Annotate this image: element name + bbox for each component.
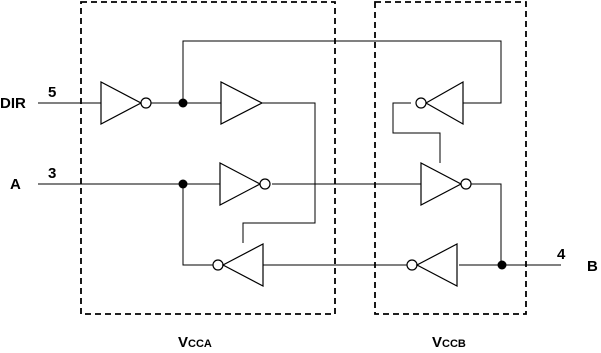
b-output-buffer-triangle: [421, 163, 461, 205]
a-output-buffer-triangle: [223, 244, 263, 286]
dir-junction-dot: [179, 99, 188, 108]
vccb-label-main: V: [432, 334, 443, 351]
vccb-label-sub: CCB: [442, 338, 466, 350]
a-input-buffer-triangle: [220, 163, 260, 205]
dir-label: DIR: [0, 95, 26, 112]
vcca-label: [178, 334, 212, 351]
b-input-buffer-triangle: [417, 244, 457, 286]
vccb-control-inverter-bubble: [416, 98, 426, 108]
vccb-control-inverter-triangle: [426, 82, 463, 124]
vcca-control-wire: [243, 103, 315, 243]
wires: [38, 41, 561, 265]
dir-inverter: [101, 82, 151, 124]
dir-inverter-bubble: [141, 98, 151, 108]
b-pin-number: 4: [557, 246, 566, 263]
dir-buffer: [221, 82, 262, 124]
vccb-control-inverter: [416, 82, 463, 124]
a-return-wire: [183, 184, 213, 265]
dir-buffer-triangle: [221, 82, 262, 124]
b-output-buffer: [421, 163, 471, 205]
a-label: A: [10, 176, 21, 193]
a-pin-number: 3: [48, 165, 57, 182]
vcca-label-main: V: [178, 334, 189, 351]
vccb-label: [432, 334, 466, 351]
vccb-control-wire: [393, 103, 440, 163]
b-label: B: [587, 258, 598, 275]
a-output-buffer-bubble: [213, 260, 223, 270]
vcca-domain-box: [81, 2, 335, 314]
b-output-wire: [471, 184, 501, 265]
b-output-buffer-bubble: [461, 179, 471, 189]
a-output-buffer: [213, 244, 263, 286]
vcca-label-sub: CCA: [188, 338, 212, 350]
b-input-buffer: [407, 244, 457, 286]
dir-pin-number: 5: [48, 84, 57, 101]
b-junction-dot: [498, 261, 507, 270]
a-junction-dot: [179, 180, 188, 189]
a-input-buffer-bubble: [260, 179, 270, 189]
b-input-buffer-bubble: [407, 260, 417, 270]
dir-inverter-triangle: [101, 82, 141, 124]
a-input-buffer: [220, 163, 270, 205]
